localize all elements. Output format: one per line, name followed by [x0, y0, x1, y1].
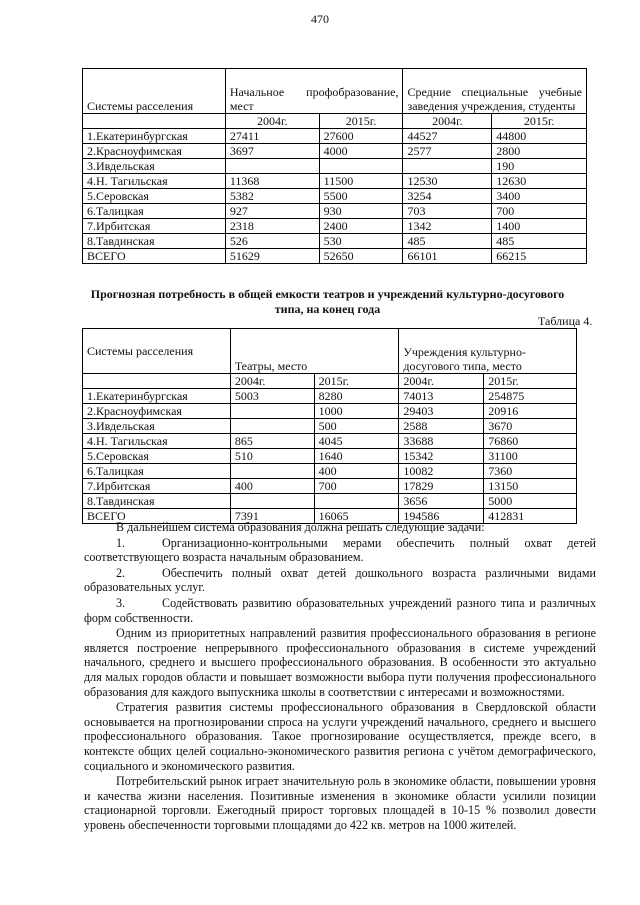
- table-cell: 12530: [403, 174, 492, 189]
- table-years-row: [83, 114, 587, 129]
- table-cell: 485: [403, 234, 492, 249]
- table-row: [83, 419, 577, 434]
- header-systems: Системы расселения: [83, 329, 231, 374]
- table-row: [83, 464, 577, 479]
- table-cell: 190: [492, 159, 587, 174]
- table-cell: 15342: [399, 449, 484, 464]
- table-cell: 44527: [403, 129, 492, 144]
- table-cell: 3400: [492, 189, 587, 204]
- table-cell: [319, 159, 403, 174]
- table-cell: 11368: [225, 174, 319, 189]
- table-cell: 66101: [403, 249, 492, 264]
- table-cell: 930: [319, 204, 403, 219]
- table-row: [83, 144, 587, 159]
- year-cell: 2015г.: [492, 114, 587, 129]
- table-row: [83, 494, 577, 509]
- header-col-group-1: Начальное профобразование, мест: [225, 69, 403, 114]
- year-cell: 2004г.: [403, 114, 492, 129]
- table-cell: [403, 159, 492, 174]
- task-text: Обеспечить полный охват детей дошкольного возраста различными видами образовательных услуг.: [84, 565, 596, 595]
- row-label: 3.Ивдельская: [83, 159, 226, 174]
- row-label: 2.Красноуфимская: [83, 404, 231, 419]
- table-cell: 4045: [314, 434, 399, 449]
- table-cell: 8280: [314, 389, 399, 404]
- row-label: ВСЕГО: [83, 509, 231, 524]
- table-label: Таблица 4.: [538, 314, 593, 328]
- row-label: 6.Талицкая: [83, 204, 226, 219]
- row-label: 8.Тавдинская: [83, 494, 231, 509]
- table-cell: 500: [314, 419, 399, 434]
- row-label: 5.Серовская: [83, 449, 231, 464]
- year-cell: 2015г.: [484, 374, 577, 389]
- task-item: [84, 596, 596, 625]
- task-number: 2.: [116, 565, 126, 580]
- table-cell: 3697: [225, 144, 319, 159]
- table-cell: 510: [230, 449, 314, 464]
- header-empty-cell: [83, 374, 231, 389]
- year-cell: 2004г.: [230, 374, 314, 389]
- table-cell: 17829: [399, 479, 484, 494]
- table-header-row: [83, 329, 577, 374]
- table-cell: [230, 404, 314, 419]
- table-cell: 927: [225, 204, 319, 219]
- table-cell: 485: [492, 234, 587, 249]
- table-cell: 52650: [319, 249, 403, 264]
- table-cell: 4000: [319, 144, 403, 159]
- table-cell: 44800: [492, 129, 587, 144]
- table-cell: 700: [492, 204, 587, 219]
- table-cell: 2318: [225, 219, 319, 234]
- year-cell: 2004г.: [399, 374, 484, 389]
- task-item: [84, 536, 596, 565]
- task-text: Содействовать развитию образовательных учреждений разного типа и различных форм собственности.: [84, 595, 596, 625]
- table-cell: 3670: [484, 419, 577, 434]
- caption-line-2: типа, на конец года: [274, 302, 381, 316]
- table-years-row: [83, 374, 577, 389]
- row-label: 5.Серовская: [83, 189, 226, 204]
- table-cell: 412831: [484, 509, 577, 524]
- intro-paragraph: В дальнейшем система образования должна решать следующие задачи:: [116, 520, 485, 534]
- task-number: 3.: [116, 595, 126, 610]
- table-row: [83, 129, 587, 144]
- row-label: ВСЕГО: [83, 249, 226, 264]
- table-cell: 20916: [484, 404, 577, 419]
- table-row: [83, 449, 577, 464]
- table-cell: 11500: [319, 174, 403, 189]
- paragraph: Стратегия развития системы профессионального образования в Свердловской области основывается на прогнозировании спроса на услуги учреждений начального, среднего и высшего профессионального образования. Такое прогнозирование осуществляется, прежде всего, в контексте общих целей социально-экономического развития региона с учётом демографического, социального и экономического развития.: [84, 700, 596, 773]
- table-row: [83, 434, 577, 449]
- row-label: 4.Н. Тагильская: [83, 174, 226, 189]
- table-cell: 2577: [403, 144, 492, 159]
- table-cell: 5382: [225, 189, 319, 204]
- table-row: [83, 174, 587, 189]
- header-col-group-2: Учреждения культурно-досугового типа, место: [399, 329, 577, 374]
- row-label: 1.Екатеринбургская: [83, 129, 226, 144]
- table-caption: [60, 287, 595, 317]
- table-cell: 27600: [319, 129, 403, 144]
- table-row: [83, 404, 577, 419]
- table-row: [83, 189, 587, 204]
- table-cell: 700: [314, 479, 399, 494]
- culture-capacity-table: [82, 328, 577, 524]
- body-text: [84, 520, 596, 833]
- header-empty-cell: [83, 114, 226, 129]
- table-cell: 530: [319, 234, 403, 249]
- table-cell: 865: [230, 434, 314, 449]
- table-cell: 1342: [403, 219, 492, 234]
- table-cell: 5000: [484, 494, 577, 509]
- paragraph: Потребительский рынок играет значительную роль в экономике области, повышении уровня и качества жизни населения. Позитивные изменения в экономике области усилили позиции стационарной торговли. Ежегодный прирост торговых площадей в 10-15 % позволил довести уровень обеспеченности торговыми площадями до 422 кв. метров на 1000 жителей.: [84, 774, 596, 832]
- year-cell: 2015г.: [319, 114, 403, 129]
- table-cell: 12630: [492, 174, 587, 189]
- table-cell: 27411: [225, 129, 319, 144]
- table-cell: [230, 419, 314, 434]
- table-row: [83, 389, 577, 404]
- table-cell: 526: [225, 234, 319, 249]
- row-label: 2.Красноуфимская: [83, 144, 226, 159]
- table-cell: [230, 464, 314, 479]
- table-cell: 400: [314, 464, 399, 479]
- table-cell: 194586: [399, 509, 484, 524]
- row-label: 3.Ивдельская: [83, 419, 231, 434]
- table-cell: 5500: [319, 189, 403, 204]
- table-row: [83, 204, 587, 219]
- table-cell: [225, 159, 319, 174]
- table-cell: 76860: [484, 434, 577, 449]
- table-total-row: [83, 249, 587, 264]
- table-cell: [230, 494, 314, 509]
- table-cell: 13150: [484, 479, 577, 494]
- task-text: Организационно-контрольными мерами обеспечить полный охват детей соответствующего возраста начальным образованием.: [84, 535, 596, 565]
- table-row: [83, 479, 577, 494]
- table-cell: 29403: [399, 404, 484, 419]
- table-cell: 7391: [230, 509, 314, 524]
- header-col-group-1: Театры, место: [230, 329, 399, 374]
- table-row: [83, 159, 587, 174]
- table-cell: 2400: [319, 219, 403, 234]
- year-cell: 2015г.: [314, 374, 399, 389]
- table-row: [83, 219, 587, 234]
- header-systems: Системы расселения: [83, 69, 226, 114]
- table-cell: [314, 494, 399, 509]
- table-cell: 254875: [484, 389, 577, 404]
- table-cell: 1000: [314, 404, 399, 419]
- row-label: 8.Тавдинская: [83, 234, 226, 249]
- paragraph: Одним из приоритетных направлений развития профессионального образования в регионе является построение непрерывного профессионального образования в системе учреждений начального, среднего и высшего профессионального образования. В особенности это актуально для малых городов области и повышает возможности выбора пути получения профессионального образования для каждого выпускника школы в соответствии с интересами и возможностями.: [84, 626, 596, 699]
- row-label: 6.Талицкая: [83, 464, 231, 479]
- table-cell: 7360: [484, 464, 577, 479]
- table-cell: 1640: [314, 449, 399, 464]
- table-cell: 703: [403, 204, 492, 219]
- row-label: 4.Н. Тагильская: [83, 434, 231, 449]
- table-cell: 400: [230, 479, 314, 494]
- table-cell: 2588: [399, 419, 484, 434]
- row-label: 7.Ирбитская: [83, 219, 226, 234]
- year-cell: 2004г.: [225, 114, 319, 129]
- task-number: 1.: [116, 535, 126, 550]
- header-col-group-2: Средние специальные учебные заведения учреждения, студенты: [403, 69, 587, 114]
- table-cell: 5003: [230, 389, 314, 404]
- page-number: 470: [311, 12, 329, 26]
- table-header-row: [83, 69, 587, 114]
- table-cell: 33688: [399, 434, 484, 449]
- row-label: 1.Екатеринбургская: [83, 389, 231, 404]
- table-cell: 1400: [492, 219, 587, 234]
- education-capacity-table: [82, 68, 587, 264]
- table-cell: 10082: [399, 464, 484, 479]
- table-cell: 16065: [314, 509, 399, 524]
- row-label: 7.Ирбитская: [83, 479, 231, 494]
- table-cell: 2800: [492, 144, 587, 159]
- table-cell: 74013: [399, 389, 484, 404]
- task-item: [84, 566, 596, 595]
- caption-line-1: Прогнозная потребность в общей емкости театров и учреждений культурно-досугового: [90, 287, 565, 301]
- table-cell: 51629: [225, 249, 319, 264]
- table-row: [83, 234, 587, 249]
- table-cell: 66215: [492, 249, 587, 264]
- table-cell: 3656: [399, 494, 484, 509]
- table-cell: 31100: [484, 449, 577, 464]
- table-cell: 3254: [403, 189, 492, 204]
